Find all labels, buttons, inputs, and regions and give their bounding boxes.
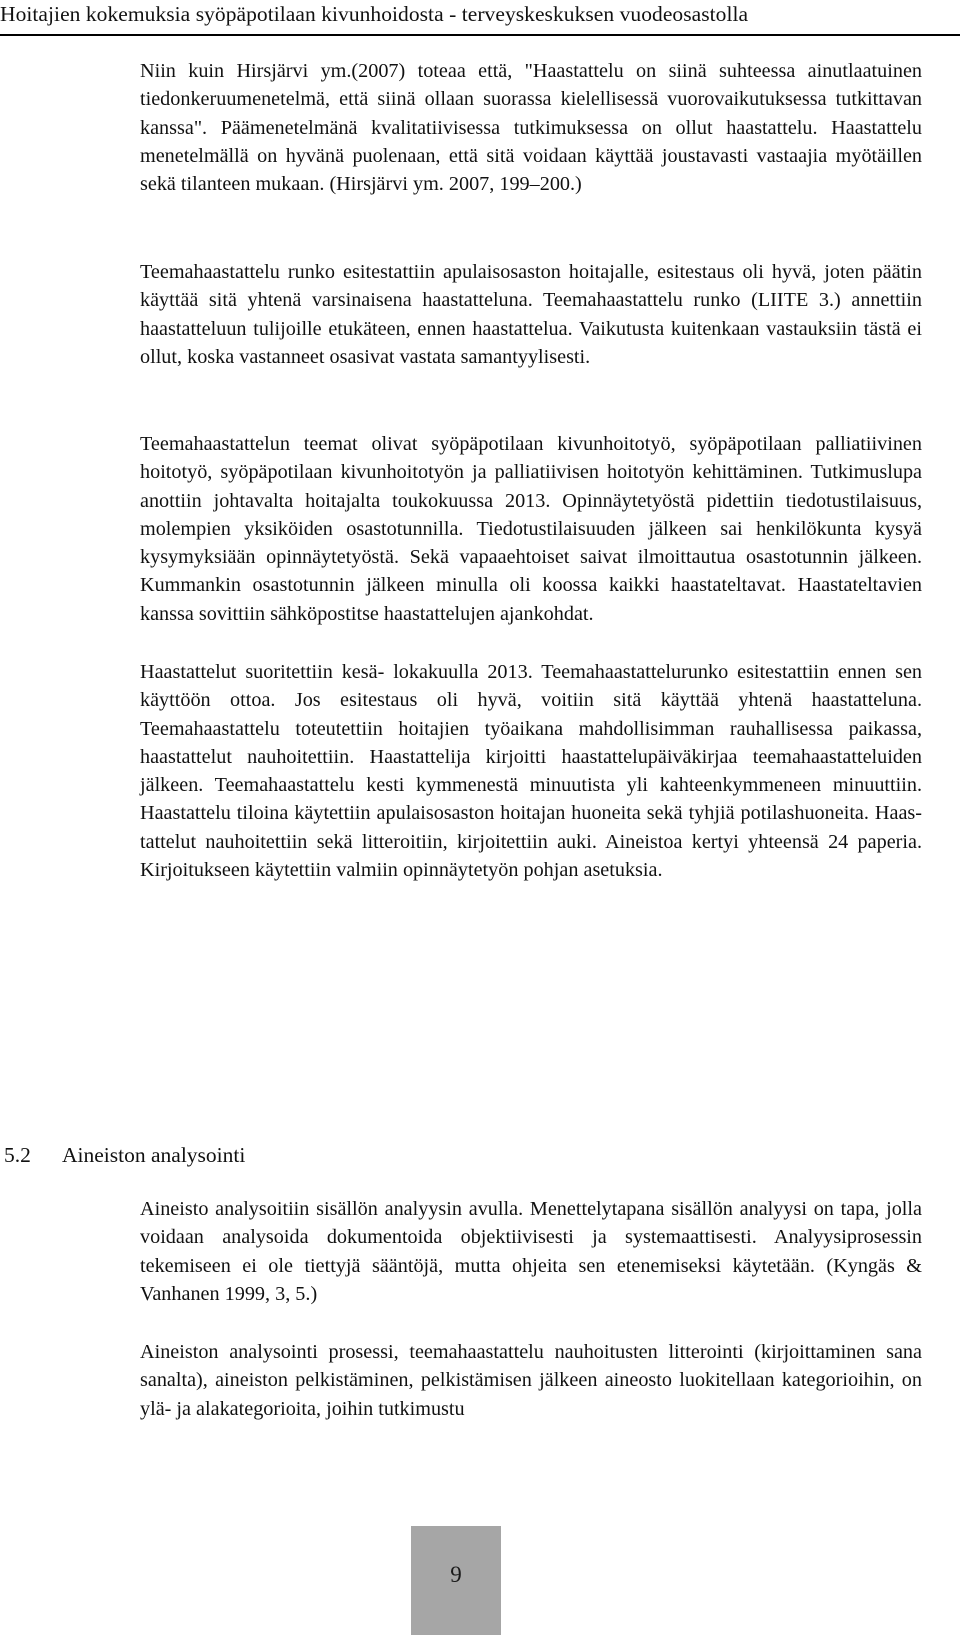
page-number: 9 — [450, 1562, 462, 1587]
section-title: Aineiston analysointi — [62, 1143, 246, 1167]
paragraph-analysis-method: Aineisto analysoitiin sisällön analyysin avulla. Menettelytapana sisällön analyysi on tapa, jolla voidaan analysoida dokumentoida objektiivisesti ja systemaattisesti. Analyysiprosessin tekemiseen ei ole tiettyjä sääntöjä, mutta ohjeita sen etenemiseksi käytetään. (Kyngäs & Vanhanen 1999, 3, 5.) — [140, 1198, 922, 1305]
paragraph-pretest: Teemahaastattelu runko esitestattiin apulaisosaston hoitajalle, esitestaus oli hyvä, joten päätin käyttää sitä yhtenä varsinaisena haastatteluna. Teemahaastattelu runko (LIITE 3.) annettiin haastatteluun tulijoille etukäteen, ennen haastattelua. Vaikutusta kuitenkaan vastauksiin tästä ei ollut, koska vastanneet osasivat vastata samantyylisesti. — [140, 261, 922, 368]
paragraph-interview-method: Niin kuin Hirsjärvi ym.(2007) toteaa että, "Haastattelu on siinä suhteessa ainutlaatuinen tiedonkeruumenetelmä, että siinä ollaan suorassa kielellisessä vuorovaikutuksessa tutkittavan kanssa". Päämenetelmänä kvalitatiivisessa tutkimuksessa on ollut haastattelu. Haastattelu menetelmällä on hyvänä puolenaan, että sitä voidaan käyttää joustavasti vastaajia myötäillen sekä tilanteen mukaan. (Hirsjärvi ym. 2007, 199–200.) — [140, 60, 922, 196]
header-title: Hoitajien kokemuksia syöpäpotilaan kivunhoidosta - terveyskeskuksen vuodeosastolla — [0, 2, 749, 26]
running-header — [0, 0, 960, 36]
section-heading — [4, 1143, 245, 1168]
paragraph-interviews-conducted: Haastattelut suoritettiin kesä- lokakuulla 2013. Teemahaastattelurunko esitestattiin ennen sen käyttöön ottoa. Jos esitestaus oli hyvä, voitiin sitä käyttää yhtenä haastatteluna. Teemahaastattelu toteutettiin hoitajien työaikana mahdollisimman rauhallisessa paikassa, haastattelut nauhoitettiin. Haastattelija kirjoitti haastattelupäiväkirjaa teemahaastatteluiden jälkeen. Teemahaastattelu kesti kymmenestä minuutista yli kahteenkymmeneen minuuttiin. Haastattelu tiloina käytettiin apulaisosaston hoitajan huoneita sekä tyhjiä potilashuoneita. Haastattelut nauhoitettiin sekä litteroitiin, kirjoitettiin auki. Aineistoa kertyi yhteensä 24 paperia. Kirjoitukseen käytettiin valmiin opinnäytetyön pohjan asetuksia. — [140, 661, 922, 882]
section-number: 5.2 — [4, 1143, 31, 1167]
paragraph-analysis-process: Aineiston analysointi prosessi, teemahaastattelu nauhoitusten litterointi (kirjoittaminen sana sanalta), aineiston pelkistäminen, pelkistämisen jälkeen aineosto luokitellaan kategorioihin, on ylä- ja alakategorioita, joihin tutkimustu — [140, 1341, 922, 1420]
page-number-box — [411, 1526, 501, 1635]
paragraph-themes: Teemahaastattelun teemat olivat syöpäpotilaan kivunhoitotyö, syöpäpotilaan palliatiivinen hoitotyö, syöpäpotilaan kivunhoitotyön ja palliatiivisen hoitotyön kehittäminen. Tutkimuslupa anottiin johtavalta hoitajalta toukokuussa 2013. Opinnäytetyöstä pidettiin tiedotustilaisuus, molempien yksiköiden osastotunnilla. Tiedotustilaisuuden jälkeen sai henkilökunta kysyä kysymyksiään opinnäytetyöstä. Sekä vapaaehtoiset saivat ilmoittautua osastotunnin jälkeen. Kummankin osastotunnin jälkeen minulla oli koossa kaikki haastateltavat. Haastateltavien kanssa sovittiin sähköpostitse haastattelujen ajankohdat. — [140, 433, 922, 625]
